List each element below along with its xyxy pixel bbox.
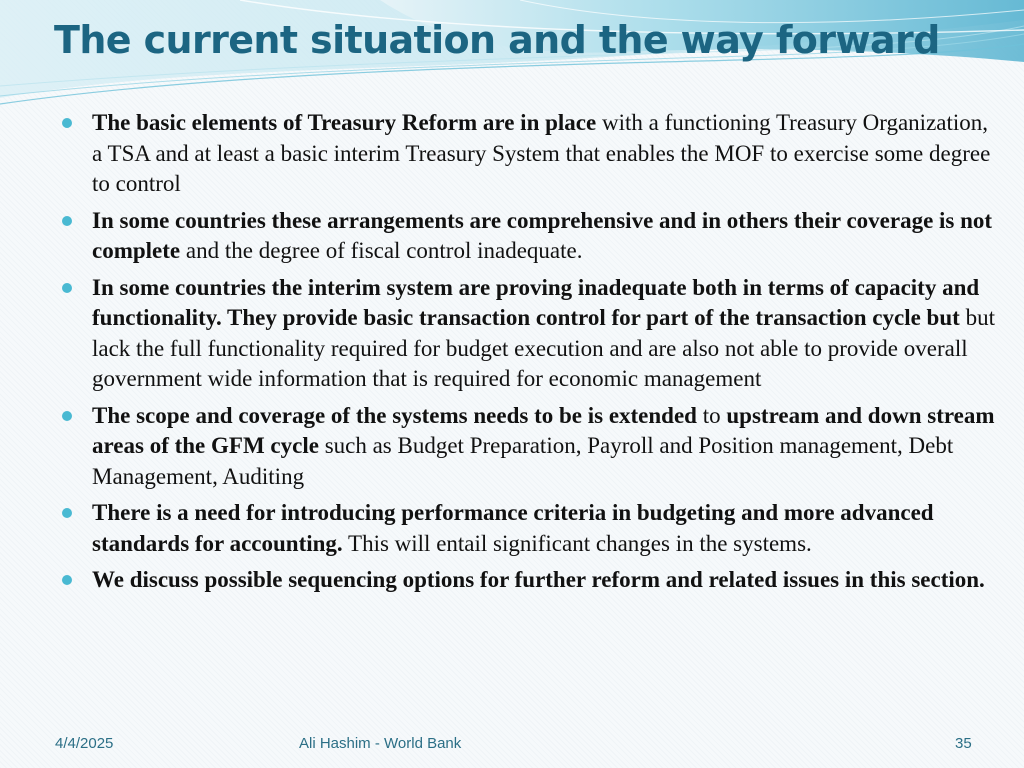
bullet-item [60, 401, 995, 493]
bullet-item [60, 498, 995, 559]
bullet-text: and the degree of fiscal control inadequate. [180, 238, 583, 263]
bullet-dot-icon [62, 283, 72, 293]
bullet-bold-text: The scope and coverage of the systems needs to be is extended [92, 402, 697, 428]
bullet-bold-text: There is a need for introducing performance criteria in budgeting and more advanced standards for accounting. [92, 500, 934, 556]
bullet-bold-text-2: upstream and down stream areas of the GFM cycle [92, 402, 995, 458]
page-number: 35 [955, 735, 972, 752]
bullet-text: with a functioning Treasury Organization, a TSA and at least a basic interim Treasury System that enables the MOF to exercise some degree to control [92, 110, 991, 196]
bullet-dot-icon [62, 216, 72, 226]
bullet-item [60, 565, 995, 596]
bullet-dot-icon [62, 575, 72, 585]
footer-date: 4/4/2025 [55, 735, 114, 752]
bullet-item [60, 273, 995, 395]
bullet-bold-text: In some countries the interim system are proving inadequate both in terms of capacity and functionality. They provide basic transaction control for part of the transaction cycle but [92, 274, 980, 330]
bullet-text: to [696, 402, 727, 428]
bullet-dot-icon [62, 118, 72, 128]
bullet-item [60, 206, 995, 267]
bullet-list [60, 108, 995, 602]
bullet-bold-text: The basic elements of Treasury Reform are in place [92, 110, 597, 135]
slide-title: The current situation and the way forward [54, 18, 940, 62]
bullet-item [60, 108, 995, 200]
bullet-dot-icon [62, 411, 72, 421]
bullet-text: but lack the full functionality required for budget execution and are also not able to provide overall government wide information that is required for economic management [92, 305, 995, 391]
footer-author: Ali Hashim - World Bank [299, 735, 462, 752]
bullet-text: This will entail significant changes in the systems. [342, 530, 812, 556]
bullet-dot-icon [62, 508, 72, 518]
bullet-bold-text: We discuss possible sequencing options for further reform and related issues in this section. [92, 567, 985, 592]
bullet-bold-text: In some countries these arrangements are comprehensive and in others their coverage is not complete [92, 207, 993, 263]
bullet-text-2: such as Budget Preparation, Payroll and Position management, Debt Management, Auditing [92, 433, 954, 489]
